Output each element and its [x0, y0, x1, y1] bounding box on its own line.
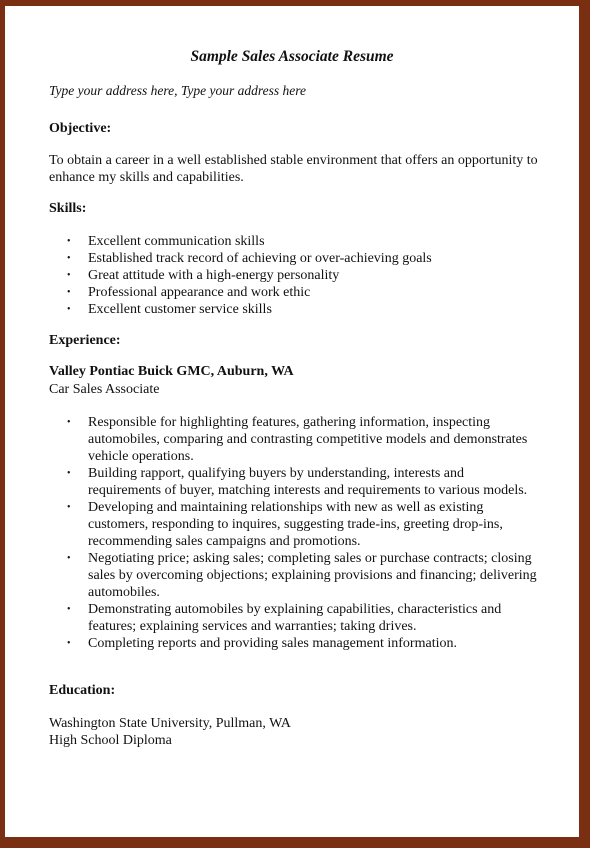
experience-item: • Negotiating price; asking sales; completing sales or purchase contracts; closing sales by overcoming objections; explaining provisions and financing; delivering automobiles.	[49, 550, 539, 601]
experience-heading: Experience:	[49, 333, 121, 348]
experience-item: • Responsible for highlighting features, gathering information, inspecting automobiles, comparing and contrasting competitive models and demonstrates vehicle operations.	[49, 414, 539, 465]
skill-item: • Professional appearance and work ethic	[49, 284, 539, 301]
experience-item: • Demonstrating automobiles by explaining capabilities, characteristics and features; explaining services and warranties; taking drives.	[49, 601, 539, 635]
address-line: Type your address here, Type your address here	[49, 83, 306, 98]
experience-item: • Completing reports and providing sales management information.	[49, 635, 539, 652]
experience-item: • Developing and maintaining relationships with new as well as existing customers, responding to inquires, suggesting trade-ins, greeting drop-ins, recommending sales campaigns and promotions.	[49, 499, 539, 550]
skill-item: • Established track record of achieving or over-achieving goals	[49, 250, 539, 267]
document-title: Sample Sales Associate Resume	[190, 48, 394, 65]
skills-heading: Skills:	[49, 201, 87, 216]
skill-item: • Excellent communication skills	[49, 233, 539, 250]
job-role: Car Sales Associate	[49, 382, 160, 397]
objective-text: To obtain a career in a well established stable environment that offers an opportunity to enhance my skills and capabilities.	[49, 153, 538, 185]
skill-item: • Great attitude with a high-energy personality	[49, 267, 539, 284]
education-degree: High School Diploma	[49, 733, 172, 748]
skills-list	[49, 233, 539, 318]
experience-list	[49, 414, 539, 652]
experience-item: • Building rapport, qualifying buyers by understanding, interests and requirements of buyer, matching interests and requirements to various models.	[49, 465, 539, 499]
skill-item: • Excellent customer service skills	[49, 301, 539, 318]
company-name: Valley Pontiac Buick GMC, Auburn, WA	[49, 364, 294, 379]
resume-page	[5, 6, 579, 837]
education-heading: Education:	[49, 683, 116, 698]
education-school: Washington State University, Pullman, WA	[49, 716, 291, 731]
objective-heading: Objective:	[49, 121, 112, 136]
